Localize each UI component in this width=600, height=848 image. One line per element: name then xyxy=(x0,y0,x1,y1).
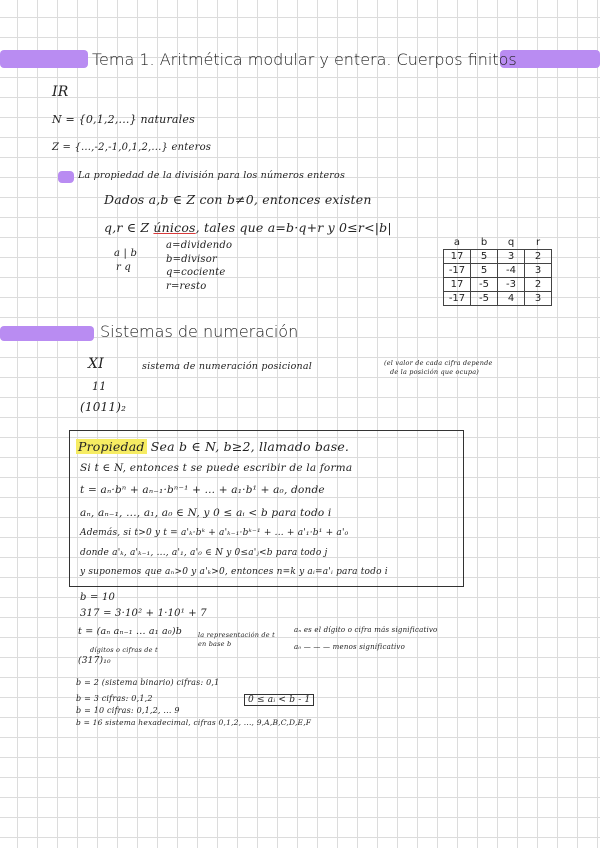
table-header: a xyxy=(453,237,461,248)
propiedad-label: Propiedad xyxy=(78,439,145,454)
binary-digits: b = 2 (sistema binario) cifras: 0,1 xyxy=(76,678,220,687)
table-cell: 17 xyxy=(444,278,471,292)
decimal-expansion: 317 = 3·10² + 1·10¹ + 7 xyxy=(80,608,207,619)
table-cell: -5 xyxy=(471,278,498,292)
division-line2-start: q,r ∈ Z xyxy=(104,220,154,235)
table-row xyxy=(444,278,552,292)
section-bar-left xyxy=(0,326,94,341)
table-header: b xyxy=(480,237,488,248)
propiedad-line7: y suponemos que aₙ>0 y a'ₖ>0, entonces n=k y aᵢ=a'ᵢ para todo i xyxy=(80,567,388,577)
table-cell: -17 xyxy=(444,264,471,278)
propiedad-line5: Además, si t>0 y t = a'ₖ·bᵏ + a'ₖ₋₁·bᵏ⁻¹ + ... + a'₁·b¹ + a'₀ xyxy=(80,528,349,538)
positional-notation: t = (aₙ aₙ₋₁ ... a₁ a₀)b xyxy=(78,626,183,637)
propiedad-line3: t = aₙ·bⁿ + aₙ₋₁·bⁿ⁻¹ + ... + a₁·b¹ + a₀, donde xyxy=(80,484,325,496)
propiedad-line6: donde a'ₖ, a'ₖ₋₁, ..., a'₁, a'₀ ∈ N y 0≤a'ⱼ<b para todo j xyxy=(80,548,328,558)
base-ten-label: b = 10 xyxy=(80,592,116,603)
table-cell: 3 xyxy=(498,250,525,264)
table-cell: 2 xyxy=(525,250,552,264)
subscript-example: (317)₁₀ xyxy=(78,656,111,666)
table-cell: 3 xyxy=(525,264,552,278)
division-examples-table xyxy=(443,236,552,306)
ternary-digits: b = 3 cifras: 0,1,2 xyxy=(76,694,153,703)
roman-description: sistema de numeración posicional xyxy=(142,361,312,372)
propiedad-text: Sea b ∈ N, b≥2, llamado base. xyxy=(146,439,350,454)
unique-word: únicos xyxy=(153,220,196,235)
table-cell: 5 xyxy=(471,250,498,264)
page-title: Tema 1. Aritmética modular y entera. Cuerpos finitos xyxy=(92,50,517,69)
division-line1: Dados a,b ∈ Z con b≠0, entonces existen xyxy=(104,192,372,207)
table-header: q xyxy=(507,237,515,248)
propiedad-line1 xyxy=(76,439,349,454)
legend-resto: r=resto xyxy=(166,281,207,292)
reals-symbol: IR xyxy=(52,84,69,100)
roman-note-2: de la posición que ocupa) xyxy=(390,368,480,376)
table-cell: 2 xyxy=(525,278,552,292)
decimal-digits: b = 10 cifras: 0,1,2, ... 9 xyxy=(76,706,180,715)
table-row xyxy=(444,264,552,278)
section-heading-numeracion: Sistemas de numeración xyxy=(100,322,299,341)
table-row xyxy=(444,250,552,264)
division-line2-end: , tales que a=b·q+r y 0≤r<|b| xyxy=(195,220,392,235)
roman-numeral: XI xyxy=(88,356,104,372)
legend-dividendo: a=dividendo xyxy=(166,240,233,251)
table-cell: -17 xyxy=(444,292,471,306)
representation-note: la representación de t xyxy=(198,631,275,639)
propiedad-line4: aₙ, aₙ₋₁, ..., a₁, a₀ ∈ N, y 0 ≤ aᵢ < b para todo i xyxy=(80,507,332,519)
table-header: r xyxy=(535,237,541,248)
table-header-row xyxy=(444,236,552,250)
division-heading: La propiedad de la división para los números enteros xyxy=(78,170,346,181)
division-line2 xyxy=(104,220,392,235)
legend-divisor: b=divisor xyxy=(166,254,217,265)
table-cell: 17 xyxy=(444,250,471,264)
representation-note-2: en base b xyxy=(198,640,232,648)
table-row xyxy=(444,292,552,306)
digit-range: 0 ≤ aᵢ < b - 1 xyxy=(244,694,314,706)
title-bar-left xyxy=(0,50,88,68)
binary-example: (1011)₂ xyxy=(80,400,127,414)
table-cell: 5 xyxy=(471,264,498,278)
propiedad-line2: Si t ∈ N, entonces t se puede escribir de la forma xyxy=(80,462,353,474)
table-cell: 3 xyxy=(525,292,552,306)
roman-note-1: (el valor de cada cifra depende xyxy=(384,359,493,367)
table-cell: 4 xyxy=(498,292,525,306)
table-cell: -5 xyxy=(471,292,498,306)
naturals-definition: N = {0,1,2,...} naturales xyxy=(52,113,195,126)
division-heading-marker xyxy=(58,171,74,183)
legend-cociente: q=cociente xyxy=(166,267,226,278)
table-cell: -3 xyxy=(498,278,525,292)
most-significant-note: aₙ es el dígito o cifra más significativo xyxy=(294,626,438,634)
division-layout-bottom: r q xyxy=(116,262,131,273)
value-eleven: 11 xyxy=(92,380,107,393)
integers-definition: Z = {...,-2,-1,0,1,2,...} enteros xyxy=(52,142,212,153)
least-significant-note: a₀ — — — menos significativo xyxy=(294,643,406,651)
division-layout-top: a | b xyxy=(114,248,138,259)
digits-label: dígitos o cifras de t xyxy=(90,646,158,654)
table-cell: -4 xyxy=(498,264,525,278)
hexadecimal-digits: b = 16 sistema hexadecimal, cifras 0,1,2, ..., 9,A,B,C,D,E,F xyxy=(76,718,312,727)
